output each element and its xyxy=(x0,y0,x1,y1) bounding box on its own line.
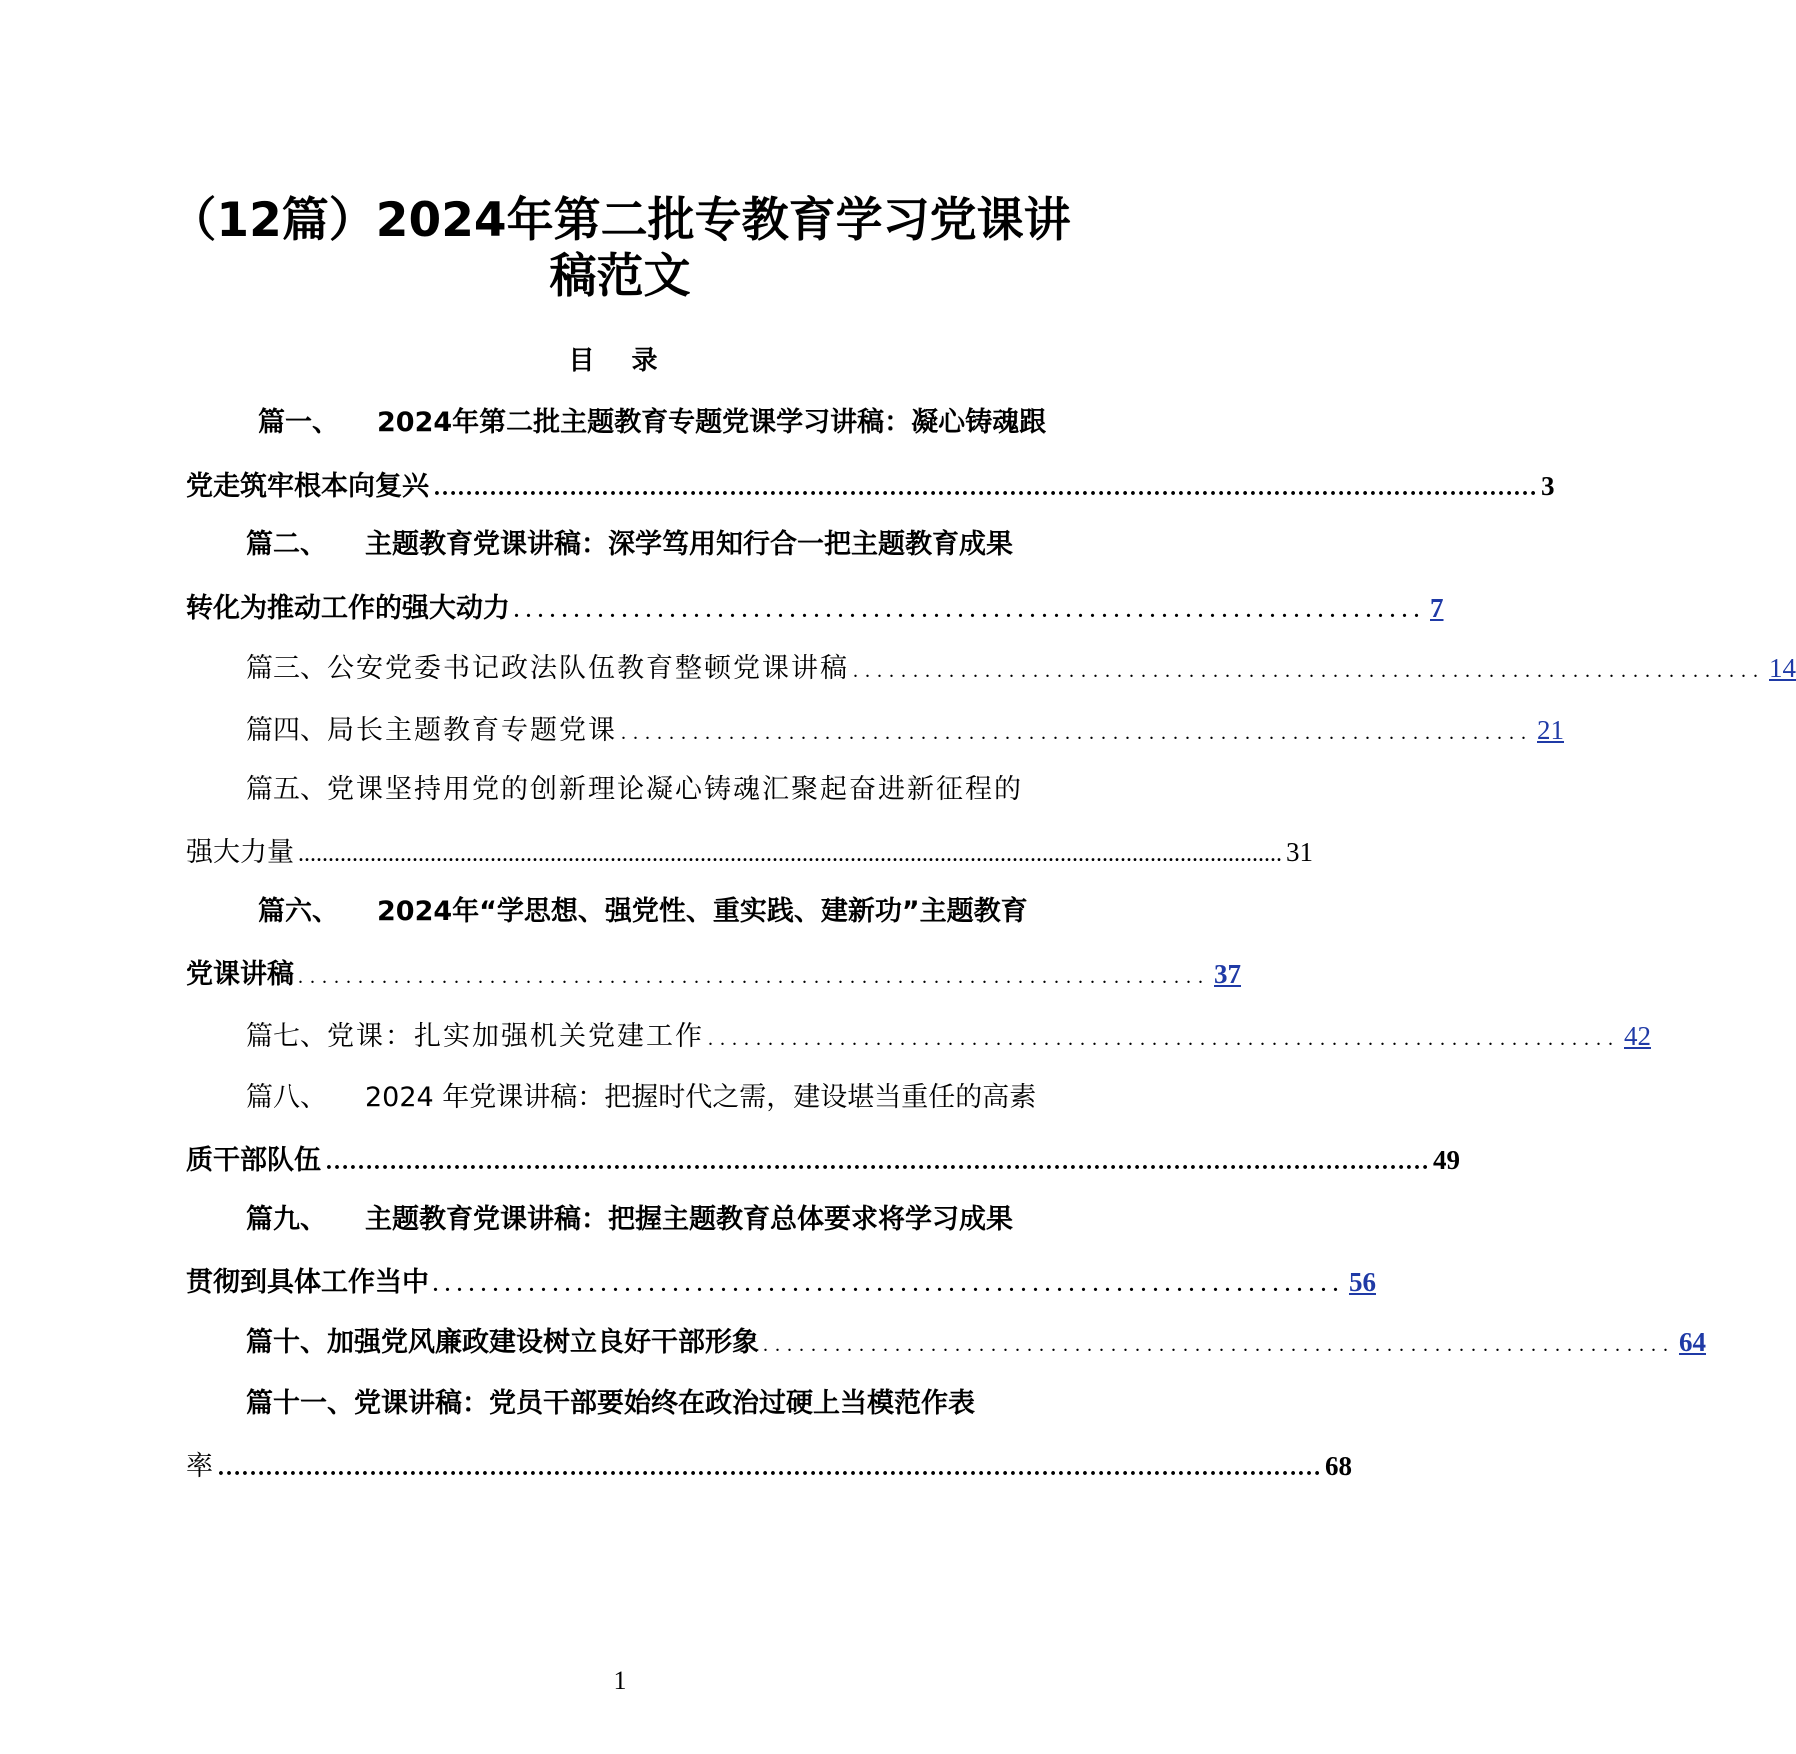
toc-entry-title-continued: 强大力量 xyxy=(186,837,294,868)
toc-heading: 目 录 xyxy=(568,346,672,376)
leader-dots: ............................................................................ xyxy=(853,660,1765,682)
toc-entry-label: 篇三、 xyxy=(246,653,327,684)
toc-entry-label: 篇十、 xyxy=(246,1327,327,1358)
toc-entry-title-continued: 党走筑牢根本向复兴 xyxy=(186,471,429,502)
toc-entry-label: 篇二、 xyxy=(246,529,327,560)
toc-entry-title-continued: 贯彻到具体工作当中 xyxy=(186,1267,429,1298)
leader-dots: ............................................................................ xyxy=(621,722,1533,744)
toc-page-number: 68 xyxy=(1325,1451,1352,1481)
toc-entry-title-continued: 质干部队伍 xyxy=(186,1145,321,1176)
toc-entry-label: 篇八、 xyxy=(246,1082,327,1113)
toc-entry-label: 篇十一、 xyxy=(246,1388,354,1419)
toc-entry-title-continued: 率 xyxy=(186,1451,213,1482)
toc-entry-label: 篇四、 xyxy=(246,715,327,746)
toc-entry-title: 主题教育党课讲稿：把握主题教育总体要求将学习成果 xyxy=(365,1204,1013,1235)
toc-entry-label: 篇九、 xyxy=(246,1204,327,1235)
toc-entry-11-leader[interactable] xyxy=(186,1448,1352,1484)
leader-dots: ............................................................................ xyxy=(298,966,1210,988)
page-number: 1 xyxy=(613,1666,627,1695)
leader-dots: ………………………………………………………………………………………………………………………… xyxy=(325,1149,1429,1175)
leader-dots: .................................................................................................................................................................... xyxy=(298,841,1282,867)
toc-entry-9-leader[interactable] xyxy=(186,1264,1376,1300)
toc-entry-7[interactable] xyxy=(246,1018,1651,1054)
toc-entry-label: 篇五、 xyxy=(246,774,327,805)
document-title-line-2: 稿范文 xyxy=(549,249,691,304)
toc-entry-8-title[interactable] xyxy=(246,1080,1036,1116)
toc-entry-title-continued: 党课讲稿 xyxy=(186,959,294,990)
toc-page-link[interactable]: 7 xyxy=(1430,593,1444,623)
toc-entry-6-title[interactable] xyxy=(258,894,1028,930)
toc-entry-5-leader[interactable] xyxy=(186,834,1313,870)
toc-page-link[interactable]: 56 xyxy=(1349,1267,1376,1297)
toc-entry-title: 2024年“学思想、强党性、重实践、建新功”主题教育 xyxy=(377,896,1028,927)
leader-dots: ………………………………………………………………………………………………………………………… xyxy=(217,1455,1321,1481)
leader-dots: ............................................................................ xyxy=(708,1028,1620,1050)
toc-page-link[interactable]: 37 xyxy=(1214,959,1241,989)
toc-page-number: 31 xyxy=(1286,837,1313,867)
toc-entry-title: 党课讲稿：党员干部要始终在政治过硬上当模范作表 xyxy=(354,1388,975,1419)
toc-entry-title-continued: 转化为推动工作的强大动力 xyxy=(186,593,510,624)
toc-entry-2-leader[interactable] xyxy=(186,590,1444,626)
toc-entry-label: 篇七、 xyxy=(246,1021,327,1052)
toc-page-link[interactable]: 14 xyxy=(1769,653,1796,683)
toc-entry-5-title[interactable] xyxy=(246,772,1023,808)
toc-entry-4[interactable] xyxy=(246,712,1564,748)
toc-page-link[interactable]: 42 xyxy=(1624,1021,1651,1051)
leader-dots: ............................................................................ xyxy=(763,1334,1675,1356)
toc-page-number: 49 xyxy=(1433,1145,1460,1175)
toc-entry-11-title[interactable] xyxy=(246,1386,975,1422)
toc-entry-1-title[interactable] xyxy=(258,405,1046,441)
toc-entry-title: 主题教育党课讲稿：深学笃用知行合一把主题教育成果 xyxy=(365,529,1013,560)
toc-entry-3[interactable] xyxy=(246,650,1796,686)
toc-entry-1-leader[interactable] xyxy=(186,468,1555,504)
toc-entry-6-leader[interactable] xyxy=(186,956,1241,992)
toc-page-link[interactable]: 21 xyxy=(1537,715,1564,745)
toc-page-number: 3 xyxy=(1541,471,1555,501)
leader-dots: ............................................................................ xyxy=(433,1274,1345,1296)
toc-entry-title: 党课坚持用党的创新理论凝心铸魂汇聚起奋进新征程的 xyxy=(327,774,1023,805)
toc-entry-label: 篇一、 xyxy=(258,407,339,438)
toc-entry-title: 2024 年党课讲稿：把握时代之需，建设堪当重任的高素 xyxy=(365,1082,1037,1113)
leader-dots: ………………………………………………………………………………………………………………………… xyxy=(433,475,1537,501)
document-title-line-1: （12篇）2024年第二批专教育学习党课讲 xyxy=(169,193,1071,248)
leader-dots: ............................................................................ xyxy=(514,600,1426,622)
toc-page-link[interactable]: 64 xyxy=(1679,1327,1706,1357)
toc-entry-9-title[interactable] xyxy=(246,1202,1013,1238)
toc-entry-8-leader[interactable] xyxy=(186,1142,1460,1178)
toc-entry-title: 加强党风廉政建设树立良好干部形象 xyxy=(327,1327,759,1358)
toc-entry-title: 党课：扎实加强机关党建工作 xyxy=(327,1021,704,1052)
toc-entry-label: 篇六、 xyxy=(258,896,339,927)
toc-entry-2-title[interactable] xyxy=(246,527,1013,563)
toc-entry-10[interactable] xyxy=(246,1324,1706,1360)
toc-entry-title: 公安党委书记政法队伍教育整顿党课讲稿 xyxy=(327,653,849,684)
toc-entry-title: 局长主题教育专题党课 xyxy=(327,715,617,746)
toc-entry-title: 2024年第二批主题教育专题党课学习讲稿：凝心铸魂跟 xyxy=(377,407,1047,438)
